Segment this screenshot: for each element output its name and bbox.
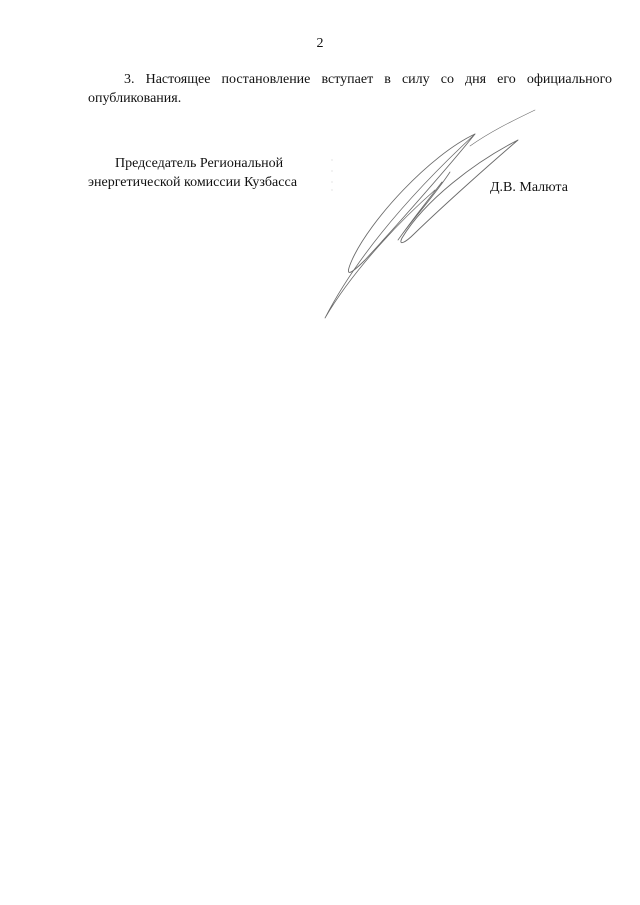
clause-text-line-2: опубликования. <box>88 91 182 106</box>
handwritten-signature-icon <box>310 100 550 330</box>
signature-stroke-flourish <box>470 110 535 146</box>
signer-title-block <box>88 154 328 192</box>
signer-title-line-2: энергетической комиссии Кузбасса <box>88 175 298 190</box>
page-number: 2 <box>316 36 324 51</box>
clause-text-line-1: 3. Настоящее постановление вступает в силу со дня его официального <box>124 72 612 87</box>
signature-stroke-crossbar <box>398 172 450 240</box>
signer-title-line-1: Председатель Региональной <box>115 156 284 171</box>
signer-name: Д.В. Малюта <box>490 180 568 195</box>
